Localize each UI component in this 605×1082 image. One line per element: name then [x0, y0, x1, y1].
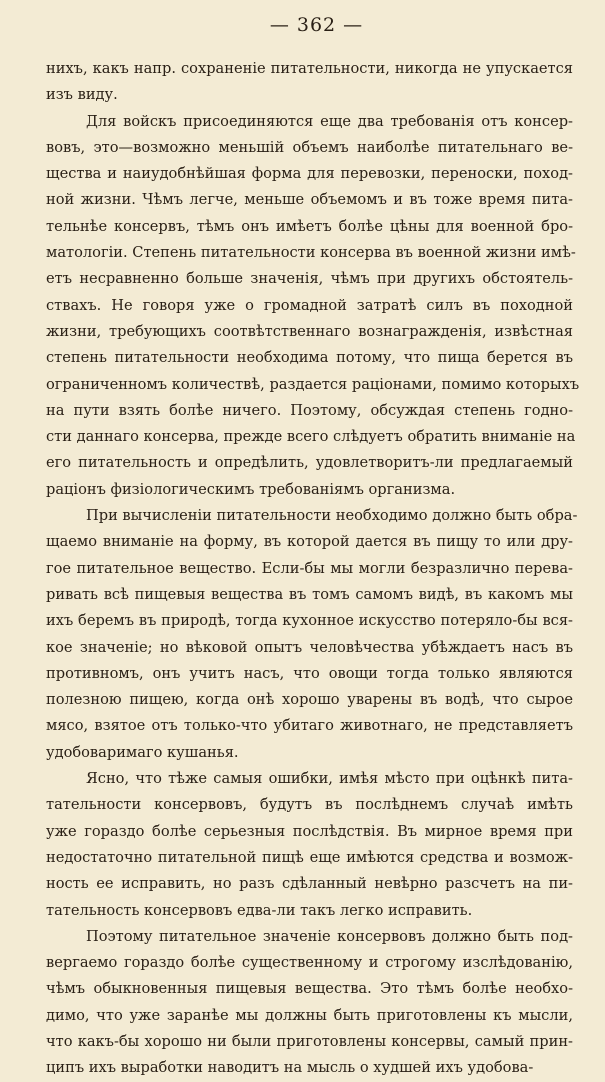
text-line: удобоваримаго кушанья.: [46, 743, 239, 761]
page-number: — 362 —: [269, 14, 364, 36]
text-line: нихъ, какъ напр. сохраненіе питательности, никогда не упускается: [46, 60, 573, 77]
text-line: ность ее исправить, но разъ сдѣланный невѣрно разсчетъ на пи-: [46, 875, 573, 893]
paragraph: [46, 56, 573, 109]
text-line: щества и наиудобнѣйшая форма для перевозки, переноски, поход-: [46, 165, 573, 183]
text-line: тательности консервовъ, будутъ въ послѣднемъ случаѣ имѣть: [46, 796, 573, 814]
paragraph: [46, 503, 578, 766]
text-line: вергаемо гораздо болѣе существенному и строгому изслѣдованію,: [46, 954, 573, 972]
text-line: Для войскъ присоединяются еще два требованія отъ консер-: [86, 112, 573, 130]
text-line: тельнѣе консервъ, тѣмъ онъ имѣетъ болѣе цѣны для военной бро-: [46, 217, 573, 235]
text-line: полезною пищею, когда онѣ хорошо уварены въ водѣ, что сырое: [46, 691, 573, 709]
paragraph: [46, 766, 573, 924]
paragraph: [46, 109, 580, 503]
text-line: ривать всѣ пищевыя вещества въ томъ самомъ видѣ, въ какомъ мы: [46, 585, 573, 603]
text-line: Ясно, что тѣже самыя ошибки, имѣя мѣсто при оцѣнкѣ пита-: [86, 770, 573, 788]
text-line: жизни, требующихъ соотвѣтственнаго вознагражденія, извѣстная: [46, 322, 573, 340]
text-line: ципъ ихъ выработки наводитъ на мысль о худшей ихъ удобова-: [46, 1059, 534, 1077]
text-line: мясо, взятое отъ только-что убитаго животнаго, не представляетъ: [46, 717, 573, 735]
text-line: ствахъ. Не говоря уже о громадной затратѣ силъ въ походной: [46, 296, 573, 314]
text-line: тательность консервовъ едва-ли такъ легко исправить.: [46, 901, 473, 919]
text-line: чѣмъ обыкновенныя пищевыя вещества. Это тѣмъ болѣе необхо-: [46, 980, 573, 998]
text-line: матологіи. Степень питательности консерва въ военной жизни имѣ-: [46, 244, 576, 262]
text-line: недостаточно питательной пищѣ еще имѣются средства и возмож-: [46, 848, 573, 866]
text-line: ной жизни. Чѣмъ легче, меньше объемомъ и въ тоже время пита-: [46, 191, 573, 209]
text-line: етъ несравненно больше значенія, чѣмъ при другихъ обстоятель-: [46, 270, 573, 288]
text-line: Поэтому питательное значеніе консервовъ должно быть под-: [86, 927, 573, 945]
paragraph: [46, 924, 573, 1082]
text-line: раціонъ физіологическимъ требованіямъ организма.: [46, 480, 456, 498]
text-line: ограниченномъ количествѣ, раздается раціонами, помимо которыхъ: [46, 375, 580, 393]
text-line: что какъ-бы хорошо ни были приготовлены консервы, самый прин-: [46, 1032, 573, 1050]
text-line: противномъ, онъ учитъ насъ, что овощи тогда только являются: [46, 664, 573, 682]
text-line: его питательность и опредѣлить, удовлетворитъ-ли предлагаемый: [46, 454, 573, 472]
text-line: ихъ беремъ въ природѣ, тогда кухонное искусство потеряло-бы вся-: [46, 612, 573, 630]
text-line: гое питательное вещество. Если-бы мы могли безразлично перева-: [46, 559, 573, 577]
text-line: степень питательности необходима потому, что пища берется въ: [46, 349, 573, 367]
text-line: димо, что уже заранѣе мы должны быть приготовлены къ мысли,: [46, 1006, 573, 1024]
text-line: изъ виду.: [46, 86, 118, 104]
text-line: кое значеніе; но вѣковой опытъ человѣчества убѣждаетъ насъ въ: [46, 638, 573, 656]
text-line: щаемо вниманіе на форму, въ которой дается въ пищу то или дру-: [46, 533, 573, 551]
body-text: [46, 56, 580, 1082]
text-line: на пути взять болѣе ничего. Поэтому, обсуждая степень годно-: [46, 401, 573, 419]
text-line: вовъ, это—возможно меньшій объемъ наиболѣе питательнаго ве-: [46, 138, 573, 156]
text-line: уже гораздо болѣе серьезныя послѣдствія. Въ мирное время при: [46, 822, 573, 840]
text-line: При вычисленіи питательности необходимо должно быть обра-: [86, 507, 578, 525]
text-line: сти даннаго консерва, прежде всего слѣдуетъ обратить вниманіе на: [46, 428, 576, 446]
